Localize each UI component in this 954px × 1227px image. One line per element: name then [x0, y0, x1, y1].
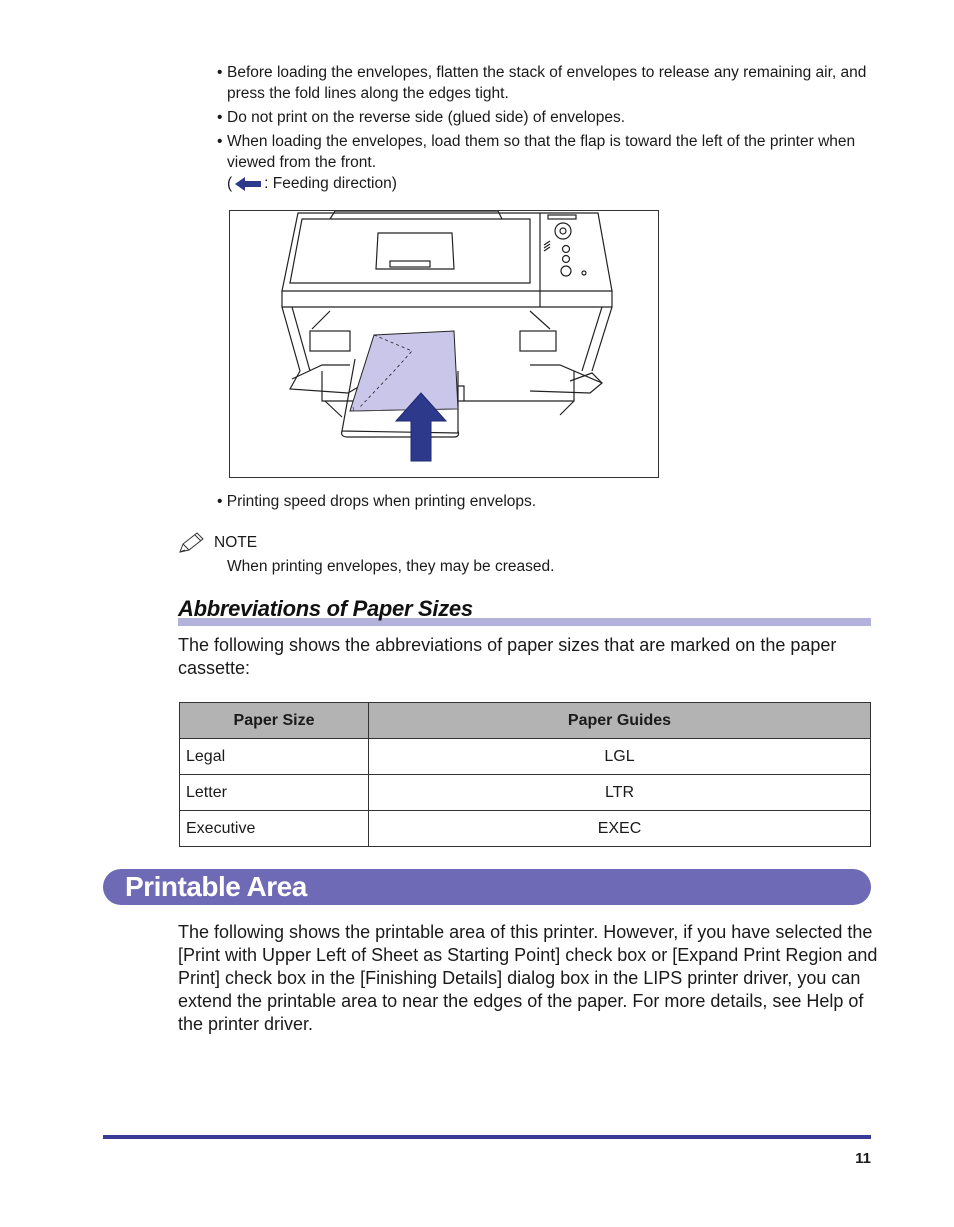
section-heading: [178, 596, 871, 626]
left-arrow-icon: [234, 176, 262, 192]
section-title: Abbreviations of Paper Sizes: [178, 596, 473, 621]
bullet-item: • Before loading the envelopes, flatten the stack of envelopes to release any remaining air, and press the fold lines along the edges tight.: [217, 64, 867, 102]
pencil-icon: [178, 532, 206, 554]
page-number: 11: [855, 1150, 871, 1167]
bullet-item: • When loading the envelopes, load them so that the flap is toward the left of the printer when viewed from the front. ( : Feeding direction): [217, 131, 877, 194]
table-cell: Legal: [180, 739, 369, 775]
printer-illustration: [230, 211, 658, 477]
bullet-item: • Do not print on the reverse side (glued side) of envelopes.: [217, 109, 626, 126]
envelope-loading-illustration: [229, 210, 659, 478]
section-intro: The following shows the abbreviations of paper sizes that are marked on the paper cassette:: [178, 635, 837, 678]
paper-size-table: [179, 702, 871, 847]
table-row: [180, 775, 871, 811]
table-cell: EXEC: [369, 811, 871, 847]
note-text: When printing envelopes, they may be creased.: [227, 558, 555, 575]
banner-title: Printable Area: [125, 871, 307, 902]
footer-rule: [103, 1135, 871, 1139]
table-cell: LTR: [369, 775, 871, 811]
table-cell: LGL: [369, 739, 871, 775]
note-block: [178, 532, 554, 576]
bullet-item: • Printing speed drops when printing envelops.: [217, 493, 537, 510]
table-row: [180, 811, 871, 847]
chapter-banner: [103, 869, 871, 905]
note-label: NOTE: [214, 534, 258, 551]
table-row: [180, 739, 871, 775]
table-cell: Executive: [180, 811, 369, 847]
feed-direction-legend: ( : Feeding direction): [227, 175, 397, 192]
table-header-row: [180, 703, 871, 739]
column-header: Paper Size: [180, 703, 369, 739]
table-cell: Letter: [180, 775, 369, 811]
column-header: Paper Guides: [369, 703, 871, 739]
printable-area-text: The following shows the printable area of this printer. However, if you have selected the [Print with Upper Left of Sheet as Starting Point] check box or [Expand Print Region and Print] check box in the [Finishing Details] dialog box in the LIPS printer driver, you can extend the printable area to near the edges of the paper. For more details, see Help of the printer driver.: [178, 922, 878, 1034]
envelope-bullets: [217, 62, 877, 197]
